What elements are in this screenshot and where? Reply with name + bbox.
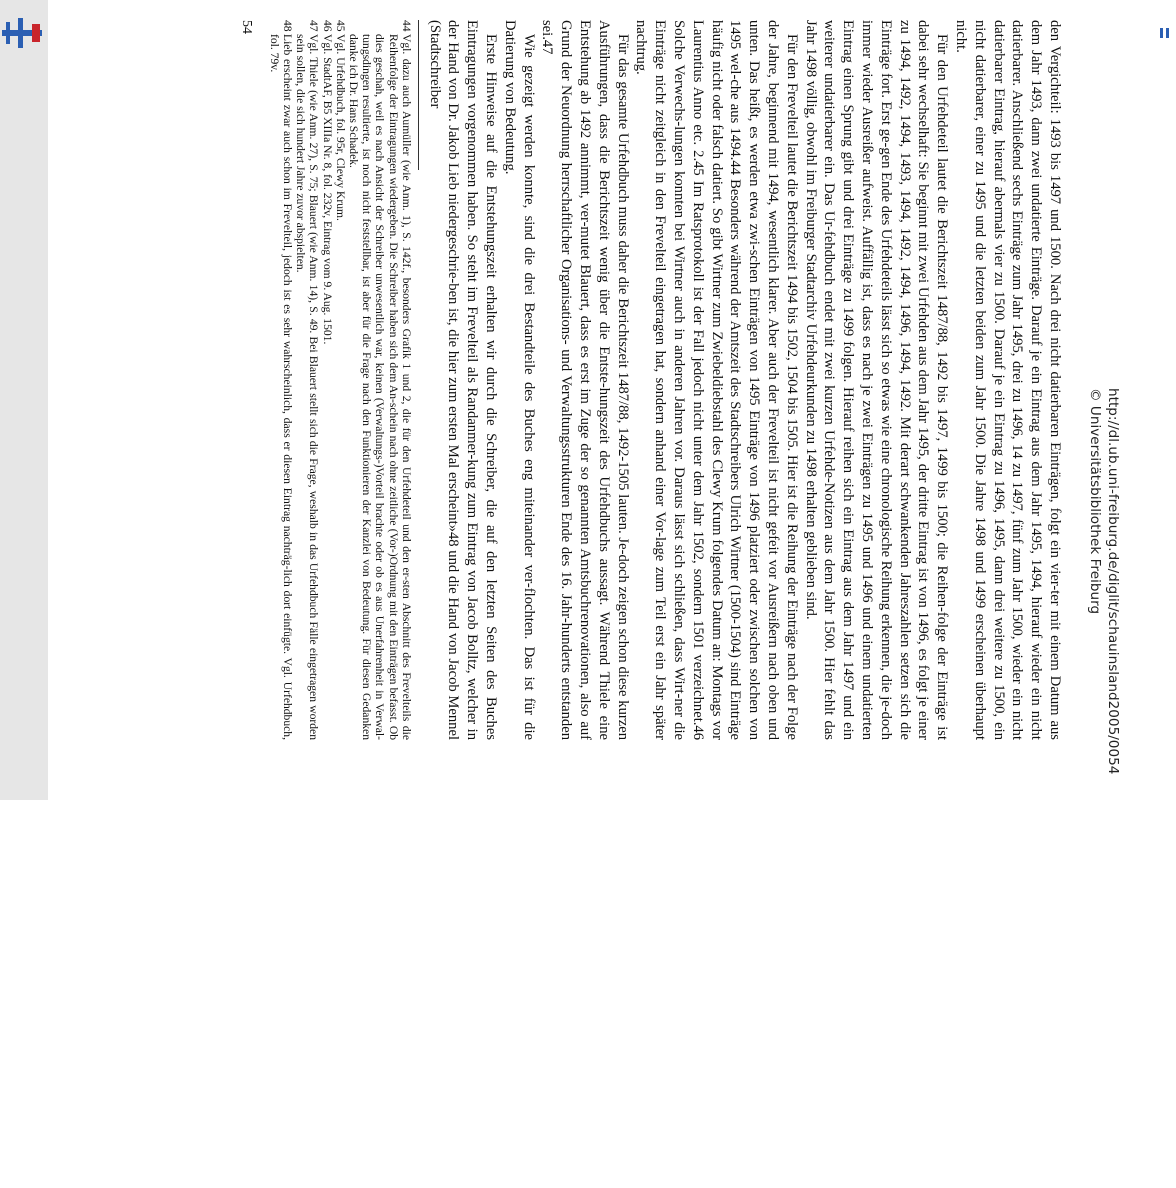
footnote-number: 46 [320,20,334,32]
footnote [268,20,294,740]
paragraph: Erste Hinweise auf die Entstehungszeit erhalten wir durch die Schreiber, die auf den letzten Seiten des Buches Eintragungen vorgenommen haben. So steht im Frevelteil als Randanmer-kung zum Eintrag von Jacob Bolltz, welcher in der Hand von Dr. Jakob Lieb niedergeschrie-ben ist, die hier zum ersten Mal erscheint»48 und die Hand von Jacob Mennel (Stadtschreiber [426,20,500,740]
copyright-notice: © Universitätsbibliothek Freiburg [1087,388,1103,615]
page-number: 54 [238,20,254,34]
paragraph: den Vergichteil: 1493 bis 1497 und 1500. Nach drei nicht datierbaren Einträgen, folgt ein vier-ter mit einem Datum aus dem Jahr 1493, dann zwei undatierte Einträge. Darauf je ein Eintrag aus dem Jahr 1495, 1494, hierauf wieder ein nicht datierbarer. Anschließend sechs Einträge zum Jahr 1495, drei zu 1496, 14 zu 1497, fünf zum Jahr 1500, wieder ein nicht datierbarer Eintrag, hierauf abermals vier zu 1500. Darauf je ein Eintrag zu 1496, 1495, dann drei weitere zu 1500, ein nicht datierbarer, einer zu 1495 und die letzten beiden zum Jahr 1500. Die Jahre 1498 und 1499 erscheinen überhaupt nicht. [953,20,1063,740]
footnote-text: Lieb erscheint zwar auch schon im Frevelteil, jedoch ist es sehr wahrscheinlich, dass er diesen Eintrag nachträg-lich dort einfügte. Vgl. Urfehdbuch, fol. 79v. [267,34,295,740]
footnote-text: Vgl. Thiele (wie Anm. 27), S. 75; Blauert (wie Anm. 14), S. 49. Bei Blauert stellt sich die Frage, weshalb in das Urfehdbuch Fälle eingetragen worden sein sollen, die sich hundert Jahre zuvor abspielten. [294,34,321,740]
paragraph: Für den Urfehdeteil lautet die Berichtszeit 1487/88, 1492 bis 1497, 1499 bis 1500; die Reihen-folge der Einträge ist dabei sehr wechselhaft: Sie beginnt mit zwei Urfehden aus dem Jahr 1495, der dritte Eintrag ist von 1496, es folgt je einer zu 1494, 1492, 1494, 1493, 1494, 1492, 1494, 1496, 1494, 1492. Mit derart schwankenden Jahreszahlen setzen sich die Einträge fort. Erst ge-gen Ende des Urfehdeteils lässt sich so etwas wie eine chronologische Reihung erkennen, die je-doch immer wieder Ausreißer aufweist. Auffällig ist, dass es nach je zwei Einträgen zu 1495 und 1496 und einem undatierten Eintrag einen Sprung gibt und drei Einträge zu 1499 folgen. Hierauf reihen sich ein Eintrag aus dem Jahr 1497 und ein weiterer undatierbarer ein. Das Ur-fehdbuch endet mit zwei kurzen Urfehde-Notizen aus dem Jahr 1500. Hier fehlt das Jahr 1498 völlig, obwohl im Freiburger Stadtarchiv Urfehdeurkunden zu 1498 erhalten geblieben sind. [802,20,951,740]
source-url-link[interactable]: http://dl.ub.uni-freiburg.de/diglit/schauinsland2005/0054 [1105,388,1121,775]
footnote-separator [418,20,419,170]
footnotes [268,20,413,740]
footnote [294,20,320,740]
paragraph: Für den Frevelteil lautet die Berichtszeit 1494 bis 1502, 1504 bis 1505. Hier ist die Reihung der Einträge nach der Folge der Jahre, beginnend mit 1494, wesentlich klarer. Aber auch der Frevelteil ist nicht gefeit vor Ausreißern nach oben und unten. Das heißt, es werden etwa zwi-schen Einträgen von 1495 Einträge von 1496 platziert oder zwischen solchen von 1495 wel-che aus 1494.44 Besonders während der Amtszeit des Stadtschreibers Ulrich Wirtner (1500-1504) sind Einträge häufig nicht oder falsch datiert. So gibt Wirtner zum Zwiebeldiebstahl des Clewy Krum folgendes Datum an: Montags vor Laurentius Anno etc. 2.45 Im Ratsprotokoll ist der Fall jedoch nicht unter dem Jahr 1502, sondern 1501 verzeichnet.46 Solche Verwechs-lungen konnten bei Wirtner auch in anderen Jahren vor. Daraus lässt sich schließen, dass Wirt-ner die Einträge nicht zeitgleich in den Frevelteil eingetragen hat, sondern anhand einer Vor-lage zum Teil erst ein Jahr später nachtrug. [633,20,800,740]
footnote-text: Vgl. dazu auch Aumüller (wie Anm. 1), S. 142f., besonders Grafik 1 und 2, die für den Urfehdeteil und den er-sten Abschnitt des Frevelteils die Reihenfolge der Eintragungen wiedergeben. Die Schreiber haben sich dem An-schein nach ohne zeitliche (Vor-)Ordnung mit den Einträgen befasst. Ob dies geschah, weil es nach Ansicht der Schreiber unwesentlich war, keinen (Verwaltungs-)Vorteil brachte oder ob es aus Unerfahrenheit in Verwal-tungsdingen resultierte, ist noch nicht feststellbar, ist aber für die Frage nach den Funktionieren der Kanzlei von Bedeutung. Für diesen Gedanken danke ich Dr. Hans Schadek. [347,34,413,740]
footnote [320,20,333,740]
university-logo-fragment-icon [1160,28,1174,38]
paragraph: Wie gezeigt werden konnte, sind die drei Bestandteile des Buches eng miteinander ver-flochten. Das ist für die Datierung von Bedeutung. [501,20,537,740]
paragraph: Für das gesamte Urfehdbuch muss daher die Berichtszeit 1487/88, 1492-1505 lauten. Je-doch zeigen schon diese kurzen Ausführungen, dass die Berichtszeit wenig über die Entste-hungszeit des Urfehdbuchs aussagt. Während Thiele eine Entstehung ab 1492 annimmt, ver-mutet Blauert, dass es erst im Zuge der so genannten Amtsbuchrenovationen, also auf Grund der Neuordnung herrschaftlicher Organisations- und Verwaltungsstrukturen Ende des 16. Jahr-hunderts entstanden sei.47 [539,20,631,740]
footnote-number: 48 [281,20,295,32]
footnote-number: 47 [307,20,321,32]
footnote [347,20,413,740]
footnote-text: Vgl. StadtAF, B5 XIIIa Nr. 8, fol. 232v, Eintrag vom 9. Aug. 1501. [320,34,334,345]
footnote-text: Vgl. Urfehdbuch, fol. 95r, Clewy Krum. [333,34,347,221]
footnote-number: 45 [333,20,347,32]
viewer-sidebar [0,0,48,800]
footnote [334,20,347,740]
footnote-number: 44 [399,20,413,32]
body-text [425,20,1064,740]
university-logo-icon [2,18,42,48]
